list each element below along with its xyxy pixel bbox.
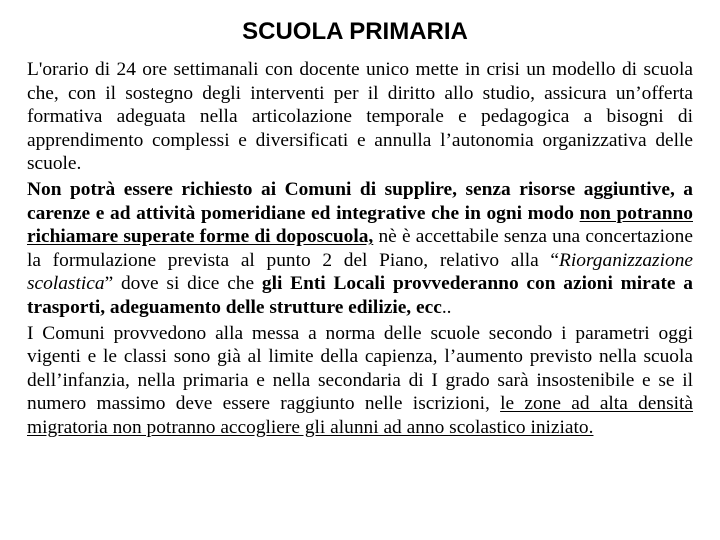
- italic-text: Riorganizzazione scolastica: [27, 249, 693, 295]
- page-title: SCUOLA PRIMARIA: [242, 18, 468, 45]
- plain-text: I Comuni provvedono alla messa a norma delle scuole secondo i parametri oggi vigenti e le classi sono già al limite della capienza, l’aumento previsto nella scuola dell’infanzia, nella primaria e nella secondaria di I grado sarà insostenibile e se il numero massimo deve essere raggiunto nelle iscrizioni,: [27, 322, 693, 415]
- underlined-bold-text: non potranno richiamare superate forme di doposcuola,: [27, 202, 693, 248]
- body-text: [27, 58, 693, 440]
- underlined-text: le zone ad alta densità migratoria non potranno accogliere gli alunni ad anno scolastico iniziato.: [27, 393, 694, 438]
- bold-text: gli Enti Locali provvederanno con azioni mirate a trasporti, adeguamento delle strutture edilizie, ecc: [27, 273, 693, 318]
- paragraph-comuni-norma: [27, 322, 693, 440]
- paragraph-orario: L'orario di 24 ore settimanali con docente unico mette in crisi un modello di scuola che, con il sostegno degli interventi per il diritto allo studio, assicura un’offerta formativa adeguata nella articolazione temporale e pedagogica a bisogni di apprendimento complessi e diversificati e annulla l’autonomia organizzativa delle scuole.: [27, 59, 693, 175]
- paragraph-comuni-supplire: [27, 178, 693, 320]
- plain-text: nè è accettabile senza una concertazione la formulazione prevista al punto 2 del Piano, relativo alla “: [27, 226, 693, 271]
- plain-text: ..: [441, 296, 452, 318]
- bold-text: Non potrà essere richiesto ai Comuni di supplire, senza risorse aggiuntive, a carenze e ad attività pomeridiane ed integrative che in ogni modo: [27, 178, 693, 224]
- plain-text: ” dove si dice che: [104, 273, 262, 295]
